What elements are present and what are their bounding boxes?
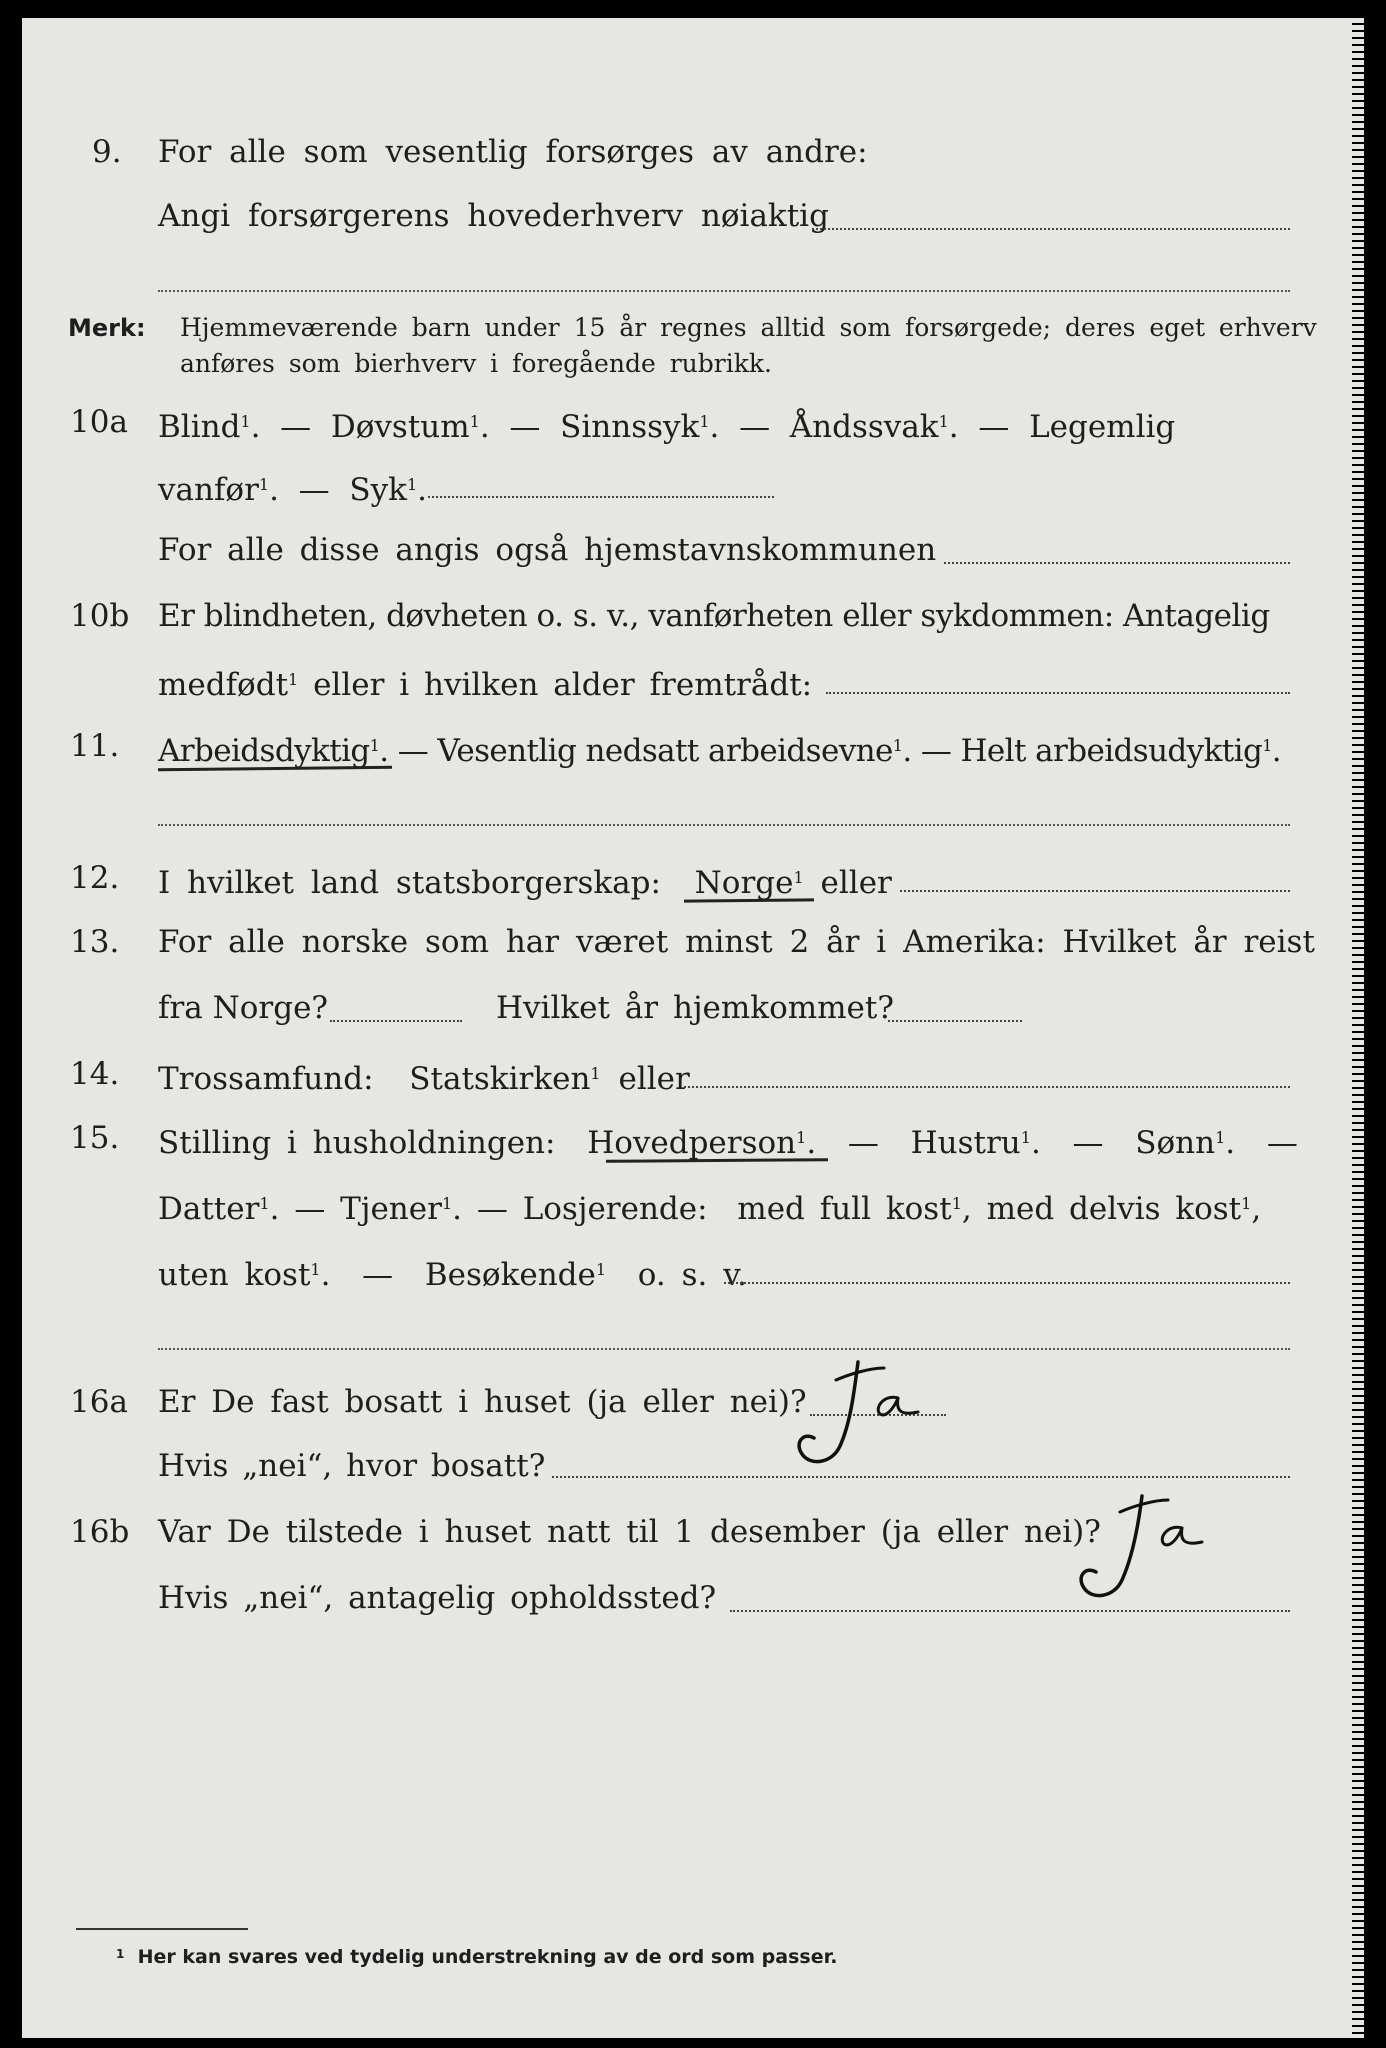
q12-number: 12.: [70, 860, 120, 896]
sup: 1: [406, 475, 418, 494]
handwritten-ja-16b: [1060, 1488, 1230, 1608]
q12-opt-norge[interactable]: Norge: [694, 865, 794, 901]
q10b-line2: [158, 660, 812, 705]
q10b-answer-line[interactable]: [826, 692, 1290, 694]
q11-extra-line[interactable]: [158, 824, 1290, 826]
sup: 1: [1262, 736, 1272, 755]
q10a-number: 10a: [70, 404, 128, 440]
q14-text: Trossamfund:: [158, 1061, 374, 1097]
sup: 1: [441, 1194, 453, 1213]
q9-extra-line[interactable]: [158, 290, 1290, 292]
q16a-line1: Er De fast bosatt i huset (ja eller nei)?: [158, 1384, 807, 1420]
q12-line: [158, 858, 892, 903]
q11-opt-udyktig[interactable]: Helt arbeidsudyktig: [960, 733, 1263, 769]
sup: 1: [1020, 1128, 1031, 1147]
q16b-answer-line[interactable]: [730, 1610, 1290, 1612]
handwritten-ja-16a: [780, 1354, 950, 1474]
q10a-line1: Blind$^1$. — Døvstum$^1$. — Sinnssyk$^1$. — Åndssvak$^1$. — Legemlig: [158, 409, 1176, 445]
q14-number: 14.: [70, 1056, 120, 1092]
q15-extra-line[interactable]: [158, 1348, 1290, 1350]
q14-answer-line[interactable]: [684, 1086, 1290, 1088]
q10a-line3: For alle disse angis også hjemstavnskommunen: [158, 532, 937, 568]
q15-opt-uten-kost[interactable]: uten kost: [158, 1257, 311, 1293]
footnote-rule: [76, 1928, 248, 1930]
q10a-opt-sinnssyk[interactable]: Sinnssyk: [560, 409, 700, 445]
q10a-opt-andssvak[interactable]: Åndssvak: [789, 409, 939, 445]
q15-line2: Datter$^1$. — Tjener$^1$. — Losjerende: med full kost$^1$, med delvis kost$^1$,: [158, 1191, 1262, 1227]
sup: 1: [796, 1128, 807, 1147]
q10a-opt-syk[interactable]: Syk: [349, 472, 407, 508]
q16b-handwritten-answer: [1060, 1488, 1230, 1608]
q15-opt-hovedperson[interactable]: Hovedperson: [587, 1125, 797, 1161]
sup: 1: [595, 1260, 607, 1279]
q11-number: 11.: [70, 728, 120, 764]
sup: 1: [258, 475, 270, 494]
q15-opt-hustru[interactable]: Hustru: [910, 1125, 1021, 1161]
q10a-syk-line[interactable]: [428, 496, 774, 498]
q13-line1: For alle norske som har været minst 2 år i Amerika: Hvilket år reist: [158, 924, 1315, 960]
q10a-opt-blind[interactable]: Blind: [158, 409, 241, 445]
q9-number: 9.: [92, 134, 122, 170]
sup: 1: [469, 412, 480, 431]
q15-osv: o. s. v.: [637, 1257, 747, 1293]
q13-hjemkommet-line[interactable]: [888, 1020, 1022, 1022]
q10b-opt-medfodt[interactable]: medfødt: [158, 667, 289, 703]
q10a-opt-dovstum[interactable]: Døvstum: [330, 409, 470, 445]
sup: 1: [310, 1260, 321, 1279]
sup: 1: [288, 670, 299, 689]
sup: 1: [240, 412, 251, 431]
merk-line2: anføres som bierhverv i foregående rubrikk.: [180, 349, 772, 378]
q14-rest: eller: [618, 1061, 690, 1097]
q10b-number: 10b: [70, 598, 130, 634]
footnote-marker: 1: [116, 1947, 125, 1961]
q15-answer-line[interactable]: [724, 1282, 1290, 1284]
q16b-line2: Hvis „nei“, antagelig opholdssted?: [158, 1580, 717, 1616]
q15-opt-sonn[interactable]: Sønn: [1135, 1125, 1216, 1161]
sup: 1: [892, 736, 903, 755]
perforated-edge: [1352, 18, 1364, 2038]
q10a-hjemstavn-line[interactable]: [944, 562, 1290, 564]
q12-answer-line[interactable]: [900, 890, 1290, 892]
q13-line2a: fra Norge?: [158, 990, 329, 1026]
q16a-handwritten-answer: [780, 1354, 950, 1474]
sup: 1: [259, 1194, 270, 1213]
q16b-line1: Var De tilstede i huset natt til 1 desember (ja eller nei)?: [158, 1514, 1101, 1550]
q13-number: 13.: [70, 924, 120, 960]
sup: 1: [938, 412, 949, 431]
q15-opt-tjener[interactable]: Tjener: [340, 1191, 442, 1227]
q15-line3: uten kost$^1$. — Besøkende$^1$ o. s. v.: [158, 1257, 747, 1293]
q14-opt-statskirken[interactable]: Statskirken: [409, 1061, 591, 1097]
q10b-line2-rest: eller i hvilken alder fremtrådt:: [313, 667, 813, 703]
q13-line2b: Hvilket år hjemkommet?: [496, 990, 894, 1026]
q14-line: [158, 1054, 690, 1099]
q15-number: 15.: [70, 1120, 120, 1156]
q10b-line1: Er blindheten, døvheten o. s. v., vanførheten eller sykdommen: Antagelig: [158, 598, 1270, 634]
q15-opt-full-kost[interactable]: med full kost: [737, 1191, 952, 1227]
q15-losjerende: Losjerende:: [522, 1191, 708, 1227]
q9-line2: Angi forsørgerens hovederhverv nøiaktig: [158, 198, 829, 234]
q11-opt-arbeidsdyktig[interactable]: Arbeidsdyktig: [158, 733, 370, 769]
q15-opt-datter[interactable]: Datter: [158, 1191, 260, 1227]
q9-line1: For alle som vesentlig forsørges av andre:: [158, 134, 868, 170]
q9-answer-line[interactable]: [812, 228, 1290, 230]
sup: 1: [699, 412, 710, 431]
sup: 1: [1241, 1194, 1252, 1213]
q10a-opt-legemlig[interactable]: Legemlig: [1029, 409, 1176, 445]
q15-line1: Stilling i husholdningen: Hovedperson$^1$. — Hustru$^1$. — Sønn$^1$. —: [158, 1125, 1298, 1161]
sup: 1: [793, 868, 804, 887]
merk-line1: Hjemmeværende barn under 15 år regnes alltid som forsørgede; deres eget erhverv: [180, 313, 1317, 342]
q16b-number: 16b: [70, 1514, 130, 1550]
merk-label-wrap: [68, 308, 146, 348]
q16a-bosatt-line[interactable]: [552, 1476, 1290, 1478]
sup: 1: [1215, 1128, 1226, 1147]
footnote: [116, 1946, 837, 1968]
q11-line: Arbeidsdyktig$^1$. — Vesentlig nedsatt arbeidsevne$^1$. — Helt arbeidsudyktig$^1$.: [158, 733, 1282, 769]
q16a-line2: Hvis „nei“, hvor bosatt?: [158, 1448, 546, 1484]
q13-reist-line[interactable]: [330, 1020, 462, 1022]
q12-text: I hvilket land statsborgerskap:: [158, 865, 661, 901]
q10a-opt-vanfor[interactable]: vanfør: [158, 472, 259, 508]
q16a-number: 16a: [70, 1384, 128, 1420]
q10a-line2: vanfør$^1$. — Syk$^1$.: [158, 472, 427, 508]
footnote-text: Her kan svares ved tydelig understrekning av de ord som passer.: [137, 1946, 838, 1968]
q12-rest: eller: [820, 865, 892, 901]
q11-opt-nedsatt[interactable]: Vesentlig nedsatt arbeidsevne: [437, 733, 893, 769]
sup: 1: [951, 1194, 962, 1213]
q15-opt-delvis-kost[interactable]: med delvis kost: [986, 1191, 1242, 1227]
merk-label: Merk:: [68, 314, 146, 342]
sup: 1: [369, 736, 380, 755]
q15-opt-besokende[interactable]: Besøkende: [424, 1257, 596, 1293]
sup: 1: [590, 1064, 601, 1083]
q15-text: Stilling i husholdningen:: [158, 1125, 556, 1161]
